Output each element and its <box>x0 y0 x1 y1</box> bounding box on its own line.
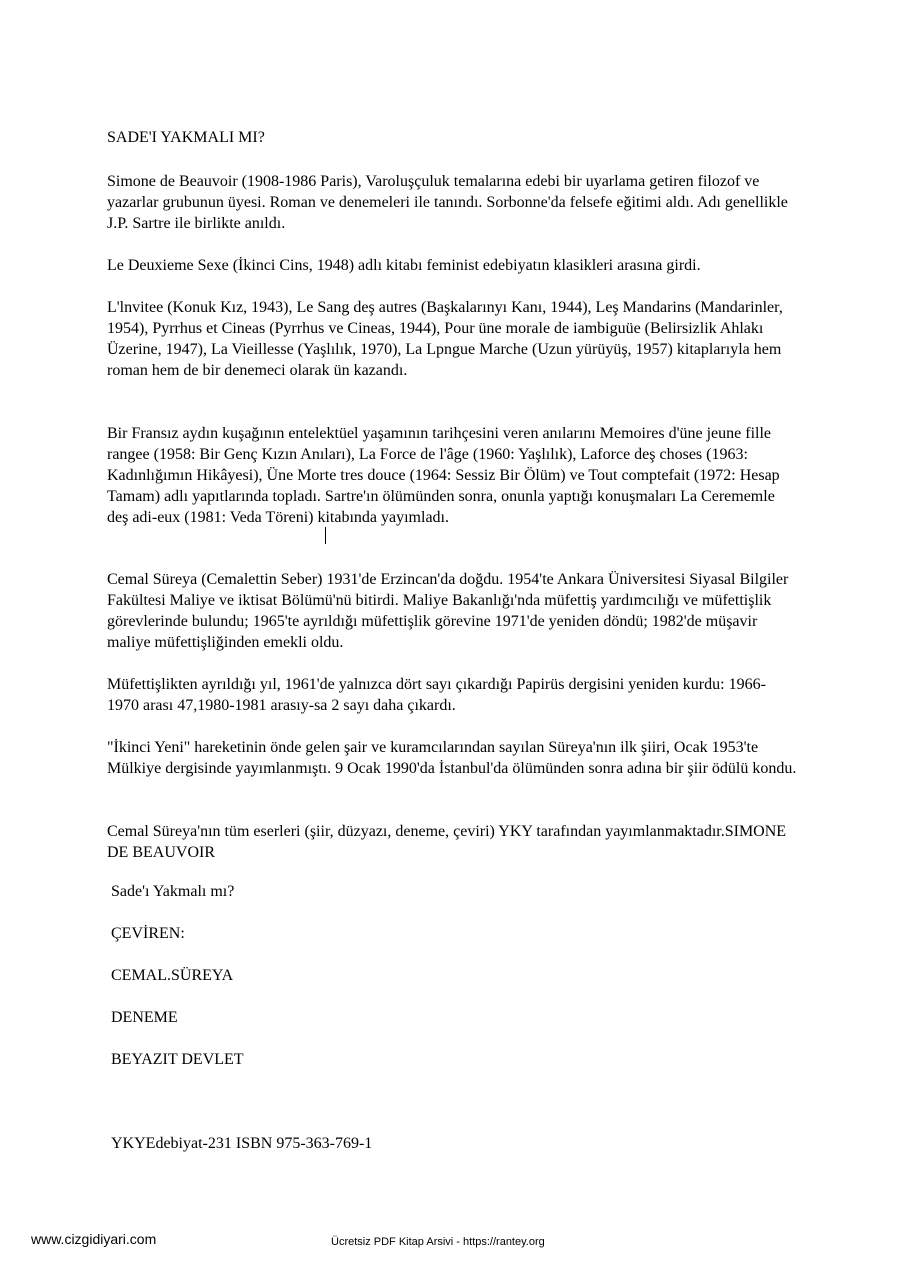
isbn-line: YKYEdebiyat-231 ISBN 975-363-769-1 <box>111 1135 373 1152</box>
paragraph-memoirs: Bir Fransız aydın kuşağının entelektüel yaşamının tarihçesini veren anılarını Memoires d'üne jeune fille rangee (1958: Bir Genç Kızın Anıları), La Force de l'âge (1960: Yaşlılık), Laforce deş choses (1963: Kadınlığımın Hikâyesi), Üne Morte tres douce (1964: Sessiz Bir Ölüm) ve Tout comptefait (1972: Hesap Tamam) adlı yapıtlarında topladı. Sartre'ın ölümünden sonra, onunla yaptığı konuşmaları La Cerememle deş adi-eux (1981: Veda Töreni) kitabında yayımladı. <box>107 425 780 526</box>
paragraph-yky: Cemal Süreya'nın tüm eserleri (şiir, düzyazı, deneme, çeviri) YKY tarafından yayımlanmaktadır.SIMONE DE BEAUVOIR <box>107 823 787 861</box>
paragraph-beauvoir-bio: Simone de Beauvoir (1908-1986 Paris), Varoluşçuluk temalarına edebi bir uyarlama getiren filozof ve yazarlar grubunun üyesi. Roman ve denemeleri ile tanındı. Sorbonne'da felsefe eğitimi aldı. Adı genellikle J.P. Sartre ile birlikte anıldı. <box>107 173 788 232</box>
footer-archive-text: Ücretsiz PDF Kitap Arsivi - https://rantey.org <box>331 1236 545 1248</box>
publisher-label: BEYAZIT DEVLET <box>111 1051 244 1068</box>
genre-label: DENEME <box>111 1009 178 1026</box>
paragraph-papirus: Müfettişlikten ayrıldığı yıl, 1961'de yalnızca dört sayı çıkardığı Papirüs dergisini yeniden kurdu: 1966-1970 arası 47,1980-1981 arasıy-sa 2 sayı daha çıkardı. <box>107 676 766 714</box>
book-title: Sade'ı Yakmalı mı? <box>111 883 235 900</box>
translator-label: ÇEVİREN: <box>111 925 185 942</box>
text-cursor <box>325 527 326 544</box>
footer-website-link[interactable]: www.cizgidiyari.com <box>31 1231 157 1247</box>
document-title: SADE'I YAKMALI MI? <box>107 129 265 146</box>
paragraph-ikinci-yeni: "İkinci Yeni" hareketinin önde gelen şair ve kuramcılarından sayılan Süreya'nın ilk şiiri, Ocak 1953'te Mülkiye dergisinde yayımlanmıştı. 9 Ocak 1990'da İstanbul'da ölümünden sonra adına bir şiir ödülü kondu. <box>107 739 797 777</box>
paragraph-deuxieme-sexe: Le Deuxieme Sexe (İkinci Cins, 1948) adlı kitabı feminist edebiyatın klasikleri arasına girdi. <box>107 257 701 274</box>
paragraph-sureya-bio: Cemal Süreya (Cemalettin Seber) 1931'de Erzincan'da doğdu. 1954'te Ankara Üniversitesi Siyasal Bilgiler Fakültesi Maliye ve iktisat Bölümü'nü bitirdi. Maliye Bakanlığı'nda müfettiş yardımcılığı ve müfettişlik görevlerinde bulundu; 1965'te ayrıldığı müfettişlik görevine 1971'de yeniden döndü; 1982'de müşavir maliye müfettişliğinden emekli oldu. <box>107 571 789 651</box>
translator-name: CEMAL.SÜREYA <box>111 967 234 984</box>
paragraph-works: L'lnvitee (Konuk Kız, 1943), Le Sang deş autres (Başkalarınyı Kanı, 1944), Leş Mandarins (Mandarinler, 1954), Pyrrhus et Cineas (Pyrrhus ve Cineas, 1944), Pour üne morale de iambiguüe (Belirsizlik Ahlakı Üzerine, 1947), La Vieillesse (Yaşlılık, 1970), La Lpngue Marche (Uzun yürüyüş, 1957) kitaplarıyla hem roman hem de bir denemeci olarak ün kazandı. <box>107 299 783 379</box>
